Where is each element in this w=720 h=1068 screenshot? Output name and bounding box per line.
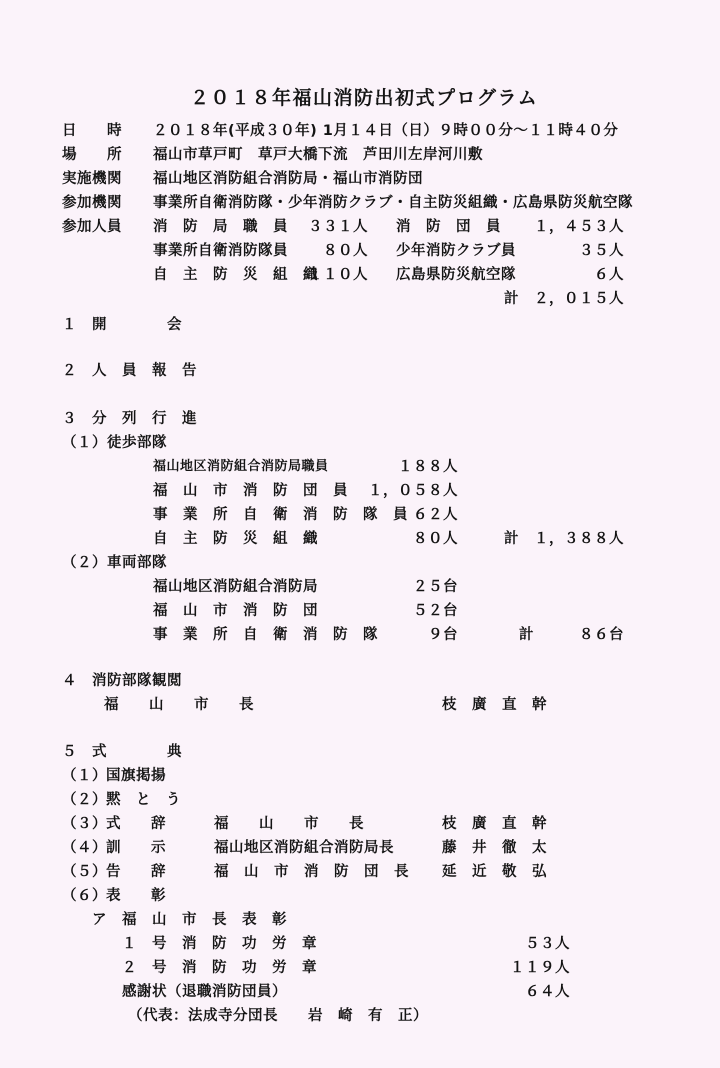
organizer-value: 福山地区消防組合消防局・福山市消防団 xyxy=(153,171,423,187)
section-roll-call: ２ 人 員 報 告 xyxy=(62,363,197,379)
ceremony-role: 福 山 市 長 xyxy=(214,816,364,832)
place-value: 福山市草戸町 草戸大橋下流 芦田川左岸河川敷 xyxy=(153,147,483,163)
ceremony-role: 福山地区消防組合消防局長 xyxy=(214,840,394,856)
award-name: １ 号 消 防 功 労 章 xyxy=(122,936,317,952)
headcount-value: ３５人 xyxy=(579,243,624,259)
headcount-label: 参加人員 xyxy=(62,219,122,235)
subsection-foot: （１）徒歩部隊 xyxy=(62,435,167,451)
vehicle-unit-count: ５２台 xyxy=(413,603,458,619)
headcount-value: １，４５３人 xyxy=(534,219,624,235)
ceremony-num: （５） xyxy=(62,864,107,880)
foot-unit-name: 自 主 防 災 組 織 xyxy=(153,531,318,547)
award-count: ６４人 xyxy=(525,984,570,1000)
award-representative: （代表：法成寺分団長 岩 崎 有 正） xyxy=(128,1008,428,1024)
ceremony-item: 式 辞 xyxy=(106,816,166,832)
review-person: 枝 廣 直 幹 xyxy=(442,697,547,713)
foot-unit-name: 福 山 市 消 防 団 員 xyxy=(153,483,348,499)
section-review: ４ 消防部隊観閲 xyxy=(62,673,182,689)
subsection-vehicle: （２）車両部隊 xyxy=(62,555,167,571)
headcount-name: 少年消防クラブ員 xyxy=(396,243,516,259)
award-count: １１９人 xyxy=(510,960,570,976)
vehicle-total: 計 ８６台 xyxy=(519,627,624,643)
vehicle-unit-count: ２５台 xyxy=(413,579,458,595)
headcount-name: 消 防 団 員 xyxy=(396,219,501,235)
award-name: ２ 号 消 防 功 労 章 xyxy=(122,960,317,976)
award-heading: ア 福 山 市 長 表 彰 xyxy=(92,912,287,928)
ceremony-role: 福 山 市 消 防 団 長 xyxy=(214,864,409,880)
section-parade: ３ 分 列 行 進 xyxy=(62,411,197,427)
page-title: ２０１８年福山消防出初式プログラム xyxy=(190,87,539,109)
headcount-name: 広島県防災航空隊 xyxy=(396,267,516,283)
foot-unit-count: １，０５８人 xyxy=(368,483,458,499)
vehicle-unit-name: 福 山 市 消 防 団 xyxy=(153,603,318,619)
section-ceremony: ５ 式 典 xyxy=(62,744,182,760)
foot-unit-count: １８８人 xyxy=(398,459,458,475)
headcount-value: ３３１人 xyxy=(308,219,368,235)
date-value: ２０１８年(平成３０年) 1月１４日（日）９時００分～１１時４０分 xyxy=(153,123,619,139)
ceremony-person: 藤 井 徹 太 xyxy=(442,840,547,856)
ceremony-num: （３） xyxy=(62,816,107,832)
foot-unit-count: ８０人 xyxy=(413,531,458,547)
participating-orgs-value: 事業所自衛消防隊・少年消防クラブ・自主防災組織・広島県防災航空隊 xyxy=(153,195,633,211)
headcount-total: 計 ２，０１５人 xyxy=(504,291,624,307)
vehicle-unit-count: ９台 xyxy=(428,627,458,643)
ceremony-item: 告 辞 xyxy=(106,864,166,880)
ceremony-item: 訓 示 xyxy=(106,840,166,856)
foot-unit-count: ６２人 xyxy=(413,507,458,523)
headcount-value: ８０人 xyxy=(323,243,368,259)
ceremony-item: 黙 と う xyxy=(106,792,181,808)
section-opening: １ 開 会 xyxy=(62,317,182,333)
ceremony-item: 国旗掲揚 xyxy=(106,768,166,784)
vehicle-unit-name: 事 業 所 自 衛 消 防 隊 xyxy=(153,627,378,643)
headcount-value: ６人 xyxy=(594,267,624,283)
ceremony-num: （６） xyxy=(62,888,107,904)
foot-unit-name: 福山地区消防組合消防局職員 xyxy=(153,459,329,474)
date-label: 日 時 xyxy=(62,123,122,139)
ceremony-num: （４） xyxy=(62,840,107,856)
ceremony-num: （２） xyxy=(62,792,107,808)
award-name: 感謝状（退職消防団員） xyxy=(122,984,287,1000)
ceremony-person: 枝 廣 直 幹 xyxy=(442,816,547,832)
headcount-value: １１０人 xyxy=(308,267,368,283)
organizer-label: 実施機関 xyxy=(62,171,122,187)
award-count: ５３人 xyxy=(525,936,570,952)
headcount-name: 消 防 局 職 員 xyxy=(153,219,288,235)
headcount-name: 自 主 防 災 組 織 xyxy=(153,267,318,283)
review-role: 福 山 市 長 xyxy=(104,697,254,713)
foot-total: 計 １，３８８人 xyxy=(504,531,624,547)
ceremony-person: 延 近 敬 弘 xyxy=(442,864,547,880)
foot-unit-name: 事 業 所 自 衛 消 防 隊 員 xyxy=(153,507,408,523)
headcount-name: 事業所自衛消防隊員 xyxy=(153,243,288,259)
place-label: 場 所 xyxy=(62,147,122,163)
ceremony-num: （１） xyxy=(62,768,107,784)
vehicle-unit-name: 福山地区消防組合消防局 xyxy=(153,579,318,595)
participating-orgs-label: 参加機関 xyxy=(62,195,122,211)
ceremony-item: 表 彰 xyxy=(106,888,166,904)
